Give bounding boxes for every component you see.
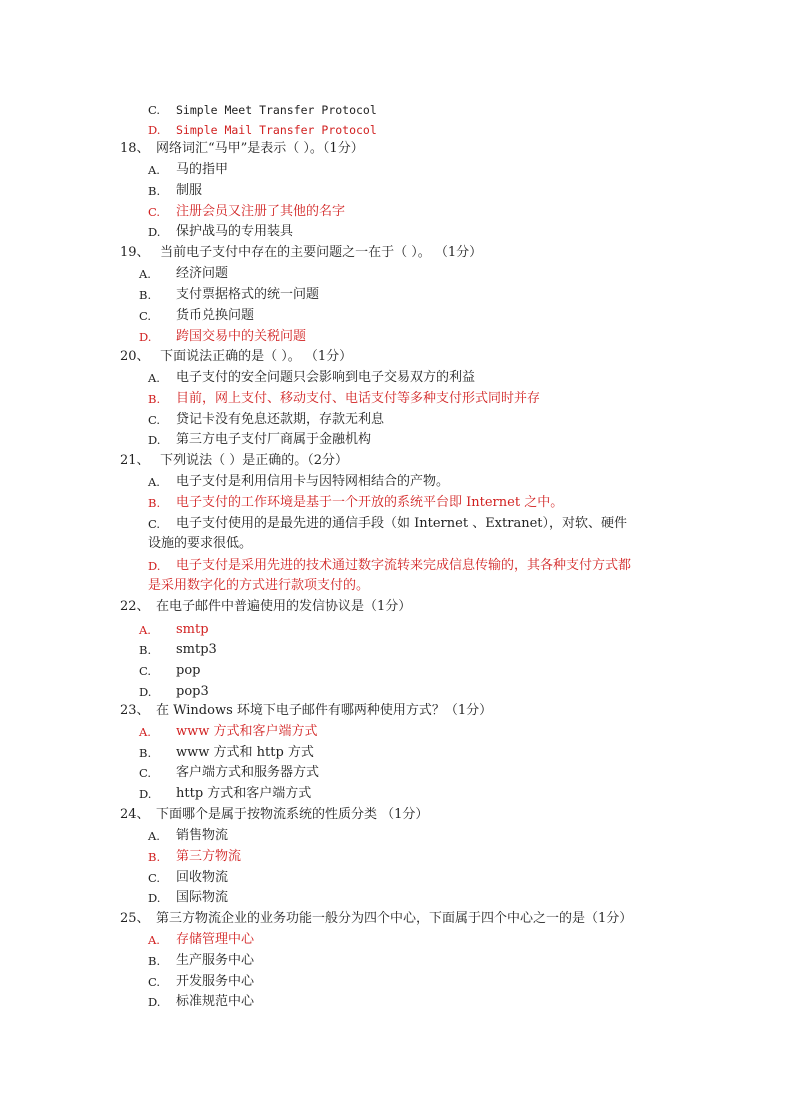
option-text: 电子支付的安全问题只会影响到电子交易双方的利益 xyxy=(176,370,476,385)
question-stem xyxy=(120,910,632,928)
option-letter: C. xyxy=(148,103,161,117)
question-number: 18、 xyxy=(120,141,150,156)
question-number: 25、 xyxy=(120,911,150,926)
option-text: 电子支付是利用信用卡与因特网相结合的产物。 xyxy=(176,474,450,489)
option-letter: B. xyxy=(139,746,152,760)
question-number: 19、 xyxy=(120,245,150,260)
option-letter: A. xyxy=(139,623,151,637)
correct-option-text: 注册会员又注册了其他的名字 xyxy=(176,204,346,219)
question-stem xyxy=(120,348,352,366)
option-text: 国际物流 xyxy=(176,890,229,905)
option-letter: D. xyxy=(148,891,161,905)
question-number: 22、 xyxy=(120,599,150,614)
option-text: 开发服务中心 xyxy=(176,974,255,989)
option-letter: B. xyxy=(139,288,152,302)
option-letter: C. xyxy=(148,975,161,989)
option-letter: C. xyxy=(148,413,161,427)
option-letter: D. xyxy=(148,433,161,447)
option-text-continued: 是采用数字化的方式进行款项支付的。 xyxy=(148,578,370,593)
question-text: 下列说法（ ）是正确的。（2分） xyxy=(156,453,349,468)
option-letter: B. xyxy=(148,850,161,864)
question-stem xyxy=(120,598,411,616)
option-letter: A. xyxy=(139,267,151,281)
correct-option-text: 电子支付的工作环境是基于一个开放的系统平台即 Internet 之中。 xyxy=(176,495,564,510)
option-letter: A. xyxy=(148,475,160,489)
option-text: pop3 xyxy=(176,684,209,699)
option-text: 经济问题 xyxy=(176,266,229,281)
question-text: 在电子邮件中普遍使用的发信协议是（1分） xyxy=(156,599,412,614)
option-letter: D. xyxy=(139,787,152,801)
option-letter: C. xyxy=(148,871,161,885)
question-stem xyxy=(120,140,364,158)
correct-option-text: 存储管理中心 xyxy=(176,932,255,947)
option-letter: D. xyxy=(139,330,152,344)
question-number: 24、 xyxy=(120,807,150,822)
question-stem xyxy=(120,806,428,824)
option-letter: A. xyxy=(148,163,160,177)
option-text: 支付票据格式的统一问题 xyxy=(176,287,320,302)
option-text: 回收物流 xyxy=(176,870,229,885)
option-letter: B. xyxy=(148,954,161,968)
option-text: pop xyxy=(176,663,201,678)
correct-option-text: Simple Mail Transfer Protocol xyxy=(176,123,377,137)
correct-option-text: 目前，网上支付、移动支付、电话支付等多种支付形式同时并存 xyxy=(176,391,541,406)
correct-option-text: 第三方物流 xyxy=(176,849,242,864)
option-letter: A. xyxy=(148,829,160,843)
option-letter: A. xyxy=(148,371,160,385)
question-stem xyxy=(120,452,348,470)
option-text: Simple Meet Transfer Protocol xyxy=(176,103,377,117)
option-letter: B. xyxy=(148,184,161,198)
question-text: 下面哪个是属于按物流系统的性质分类 （1分） xyxy=(156,807,429,822)
option-text: 电子支付使用的是最先进的通信手段（如 Internet 、Extranet），对软、硬件 xyxy=(176,516,627,531)
question-text: 网络词汇“马甲”是表示（ ）。（1分） xyxy=(156,141,364,156)
option-letter: B. xyxy=(139,643,152,657)
option-text: 第三方电子支付厂商属于金融机构 xyxy=(176,432,372,447)
question-text: 下面说法正确的是（ ）。 （1分） xyxy=(156,349,353,364)
option-text: 货币兑换问题 xyxy=(176,308,255,323)
option-letter: B. xyxy=(148,496,161,510)
option-text: smtp3 xyxy=(176,642,217,657)
correct-option-text: smtp xyxy=(176,622,209,637)
correct-option-text: www 方式和客户端方式 xyxy=(176,724,318,739)
question-text: 第三方物流企业的业务功能一般分为四个中心，下面属于四个中心之一的是（1分） xyxy=(156,911,633,926)
option-text: 销售物流 xyxy=(176,828,229,843)
option-letter: C. xyxy=(139,766,152,780)
option-text: 标准规范中心 xyxy=(176,994,255,1009)
option-text: 客户端方式和服务器方式 xyxy=(176,765,320,780)
option-letter: A. xyxy=(148,933,160,947)
option-text: www 方式和 http 方式 xyxy=(176,745,314,760)
correct-option-text: 跨国交易中的关税问题 xyxy=(176,329,307,344)
option-text: 保护战马的专用装具 xyxy=(176,224,294,239)
option-text: 制服 xyxy=(176,183,203,198)
option-letter: B. xyxy=(148,392,161,406)
option-letter: C. xyxy=(139,309,152,323)
option-text: 生产服务中心 xyxy=(176,953,255,968)
option-letter: C. xyxy=(148,205,161,219)
option-text: http 方式和客户端方式 xyxy=(176,786,312,801)
question-number: 23、 xyxy=(120,703,150,718)
question-number: 20、 xyxy=(120,349,150,364)
option-letter: C. xyxy=(139,664,152,678)
option-letter: A. xyxy=(139,725,151,739)
option-letter: D. xyxy=(139,685,152,699)
question-text: 当前电子支付中存在的主要问题之一在于（ ）。 （1分） xyxy=(156,245,483,260)
option-letter: C. xyxy=(148,517,161,531)
option-letter: D. xyxy=(148,995,161,1009)
question-number: 21、 xyxy=(120,453,150,468)
option-letter: D. xyxy=(148,225,161,239)
question-text: 在 Windows 环境下电子邮件有哪两种使用方式？（1分） xyxy=(156,703,493,718)
question-stem xyxy=(120,702,492,720)
option-text: 马的指甲 xyxy=(176,162,229,177)
option-text: 贷记卡没有免息还款期，存款无利息 xyxy=(176,412,385,427)
option-text-continued: 设施的要求很低。 xyxy=(148,536,253,551)
option-letter: D. xyxy=(148,559,161,573)
correct-option-text: 电子支付是采用先进的技术通过数字流转来完成信息传输的，其各种支付方式都 xyxy=(176,558,632,573)
question-stem xyxy=(120,244,482,262)
option-letter: D. xyxy=(148,123,161,137)
